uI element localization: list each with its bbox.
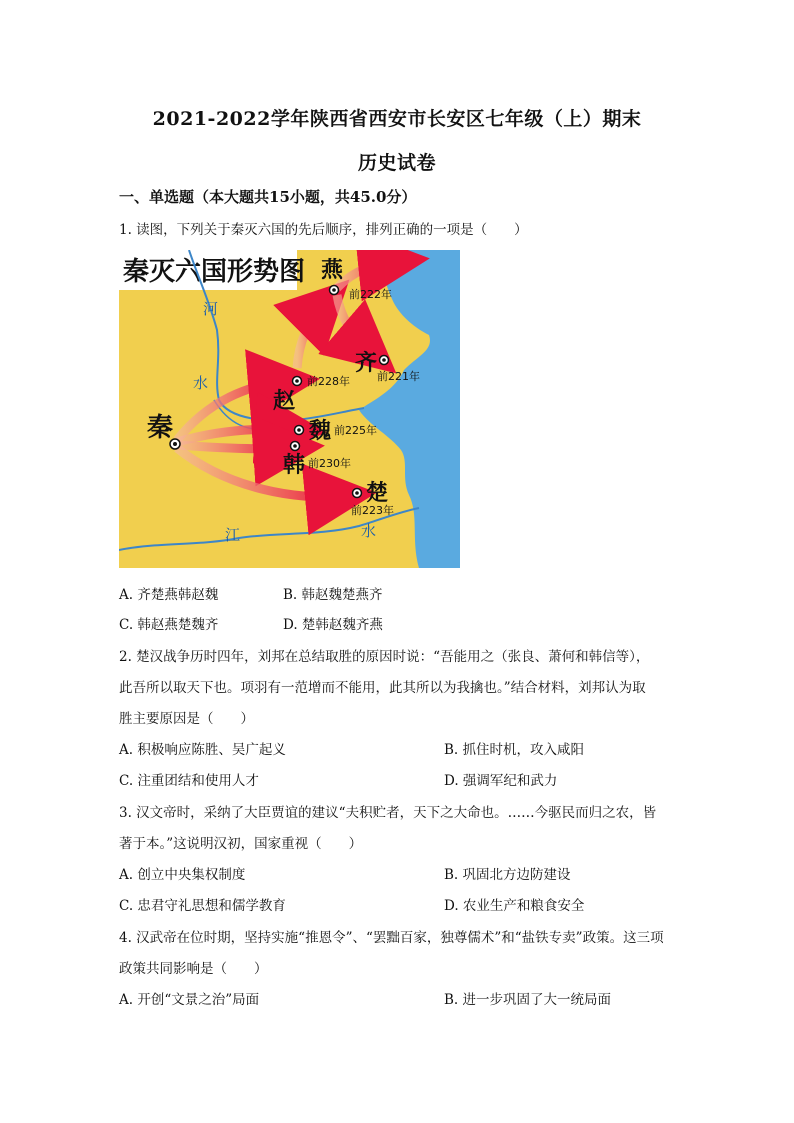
state-label-qi: 齐 — [355, 351, 378, 376]
q2-option-b: B. 抓住时机，攻入咸阳 — [444, 742, 585, 758]
q3-option-c: C. 忠君守礼思想和儒学教育 — [119, 898, 286, 914]
year-label-qi: 前221年 — [377, 370, 420, 383]
q1-option-c: C. 韩赵燕楚魏齐 — [119, 617, 219, 633]
year-label-chu: 前223年 — [351, 504, 394, 517]
question-3-line-1: 3. 汉文帝时，采纳了大臣贾谊的建议“夫积贮者，天下之大命也。……今驱民而归之农，皆 — [119, 805, 657, 821]
q1-option-b: B. 韩赵魏楚燕齐 — [283, 587, 383, 603]
question-4-line-2: 政策共同影响是（ ） — [119, 961, 268, 977]
q2-option-a: A. 积极响应陈胜、吴广起义 — [119, 742, 286, 758]
question-3-line-2: 著于本。”这说明汉初，国家重视（ ） — [119, 836, 363, 852]
q3-option-b: B. 巩固北方边防建设 — [444, 867, 571, 883]
river-label-he: 河 — [203, 300, 219, 318]
state-label-wei: 魏 — [309, 419, 332, 444]
q3-option-a: A. 创立中央集权制度 — [119, 867, 246, 883]
river-label-shui-north: 水 — [193, 374, 209, 392]
exam-title-line2: 历史试卷 — [357, 152, 436, 174]
question-4-line-1: 4. 汉武帝在位时期，坚持实施“推恩令”、“罢黜百家，独尊儒术”和“盐铁专卖”政策。这三项 — [119, 930, 664, 946]
question-2-line-2: 此吾所以取天下也。项羽有一范增而不能用，此其所以为我擒也。”结合材料，刘邦认为取 — [119, 680, 646, 696]
question-2-line-1: 2. 楚汉战争历时四年，刘邦在总结取胜的原因时说：“吾能用之（张良、萧何和韩信等）， — [119, 649, 650, 665]
state-label-han: 韩 — [283, 453, 306, 478]
river-label-shui-south: 水 — [361, 522, 377, 540]
q1-option-a: A. 齐楚燕韩赵魏 — [119, 587, 219, 603]
state-label-chu: 楚 — [366, 481, 389, 506]
state-label-zhao: 赵 — [273, 389, 296, 414]
river-label-jiang: 江 — [225, 526, 241, 544]
question-1-text: 1. 读图，下列关于秦灭六国的先后顺序，排列正确的一项是（ ） — [119, 222, 528, 238]
year-label-han: 前230年 — [308, 457, 351, 470]
q4-option-b: B. 进一步巩固了大一统局面 — [444, 992, 612, 1008]
map-title: 秦灭六国形势图 — [123, 257, 306, 287]
exam-title-line1: 2021-2022学年陕西省西安市长安区七年级（上）期末 — [152, 108, 642, 130]
q4-option-a: A. 开创“文景之治”局面 — [119, 992, 260, 1008]
q2-option-d: D. 强调军纪和武力 — [444, 773, 558, 789]
year-label-wei: 前225年 — [334, 424, 377, 437]
year-label-yan: 前222年 — [349, 288, 392, 301]
question-2-line-3: 胜主要原因是（ ） — [119, 711, 254, 727]
state-label-qin: 秦 — [147, 413, 174, 443]
section-heading: 一、单选题（本大题共15小题，共45.0分） — [119, 188, 417, 206]
state-label-yan: 燕 — [321, 258, 344, 283]
q1-option-d: D. 楚韩赵魏齐燕 — [283, 617, 383, 633]
q2-option-c: C. 注重团结和使用人才 — [119, 773, 259, 789]
year-label-zhao: 前228年 — [307, 375, 350, 388]
qin-unification-map — [119, 250, 460, 568]
q3-option-d: D. 农业生产和粮食安全 — [444, 898, 585, 914]
arrow-qin-han — [177, 445, 289, 449]
